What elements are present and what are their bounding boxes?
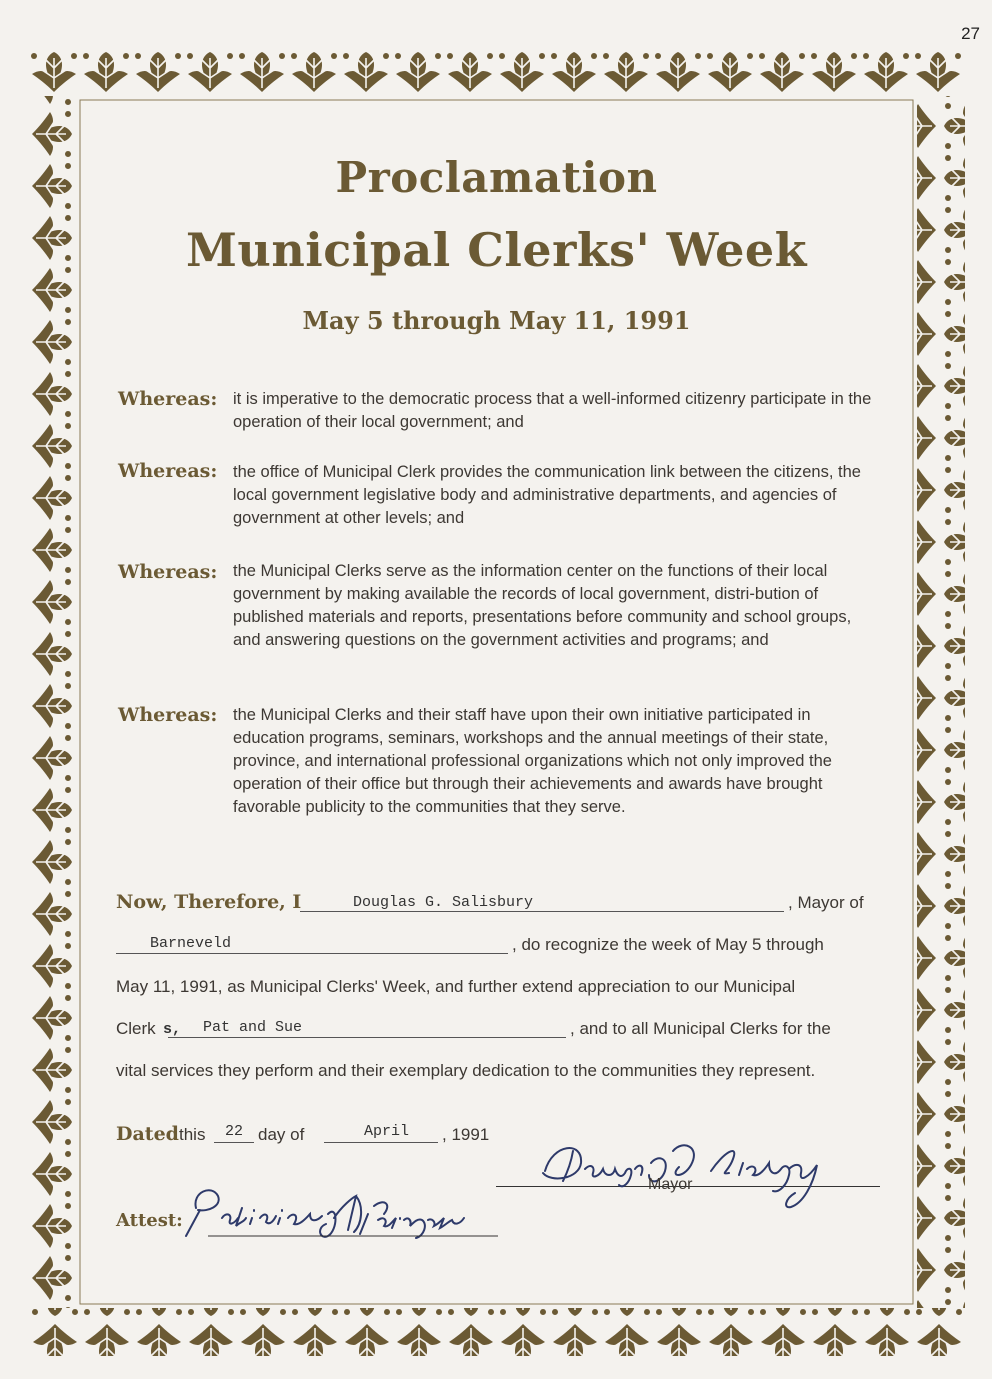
title-proclamation: Proclamation — [335, 153, 658, 202]
clerk-prefix: Clerk — [116, 1019, 156, 1038]
recognize-text: , do recognize the week of May 5 through — [512, 935, 824, 954]
clerks-tail-text: , and to all Municipal Clerks for the — [570, 1019, 831, 1038]
now-therefore-label: Now, Therefore, I — [116, 891, 302, 913]
dated-year-text: , 1991 — [442, 1125, 490, 1144]
clerk-names: Pat and Sue — [203, 1019, 303, 1036]
title-municipal-clerks-week: Municipal Clerks' Week — [186, 223, 807, 277]
mayor-of-text: , Mayor of — [788, 893, 864, 912]
dated-this-text: this — [179, 1125, 206, 1144]
whereas-clause-2: the office of Municipal Clerk provides the communication link between the citizens, the local government legislative body and administrative departments, and agencies of government at other levels; and — [233, 463, 861, 527]
document-content — [28, 48, 965, 1356]
attest-signature — [178, 1178, 508, 1248]
day-of-text: day of — [258, 1125, 305, 1144]
title-date-range: May 5 through May 11, 1991 — [302, 306, 691, 335]
dated-day: 22 — [225, 1123, 244, 1140]
resolution-line-5: vital services they perform and their exemplary dedication to the communities they represent. — [116, 1061, 816, 1080]
whereas-label: Whereas: — [118, 388, 218, 410]
whereas-label: Whereas: — [118, 460, 218, 482]
whereas-label: Whereas: — [118, 561, 218, 583]
municipality-name: Barneveld — [150, 935, 232, 952]
mayor-signature — [533, 1133, 833, 1213]
page-number: 27 — [961, 24, 980, 43]
mayor-name: Douglas G. Salisbury — [353, 894, 534, 911]
whereas-clause-4: the Municipal Clerks and their staff have upon their own initiative participated in education programs, seminars, workshops and the annual meetings of their state, province, and international professional organizations which not only improved the operation of their office but through their achievements and awards have brought favorable publicity to the communities that they serve. — [233, 706, 832, 816]
dated-month: April — [364, 1123, 410, 1140]
whereas-clause-3: the Municipal Clerks serve as the information center on the functions of their local government by making available the records of local government, distri-bution of published materials and reports, presentations before community and school groups, and answering questions on the government activities and programs; and — [233, 562, 852, 649]
whereas-clause-1: it is imperative to the democratic process that a well-informed citizenry participate in the operation of their local government; and — [233, 390, 872, 431]
clerk-plural-suffix: s, — [163, 1021, 182, 1038]
mayor-label: Mayor — [648, 1176, 693, 1193]
whereas-label: Whereas: — [118, 704, 218, 726]
attest-label: Attest: — [116, 1210, 183, 1231]
resolution-line-3: May 11, 1991, as Municipal Clerks' Week, and further extend appreciation to our Municipal — [116, 977, 796, 996]
proclamation-document — [28, 48, 965, 1356]
dated-label: Dated — [116, 1123, 179, 1145]
